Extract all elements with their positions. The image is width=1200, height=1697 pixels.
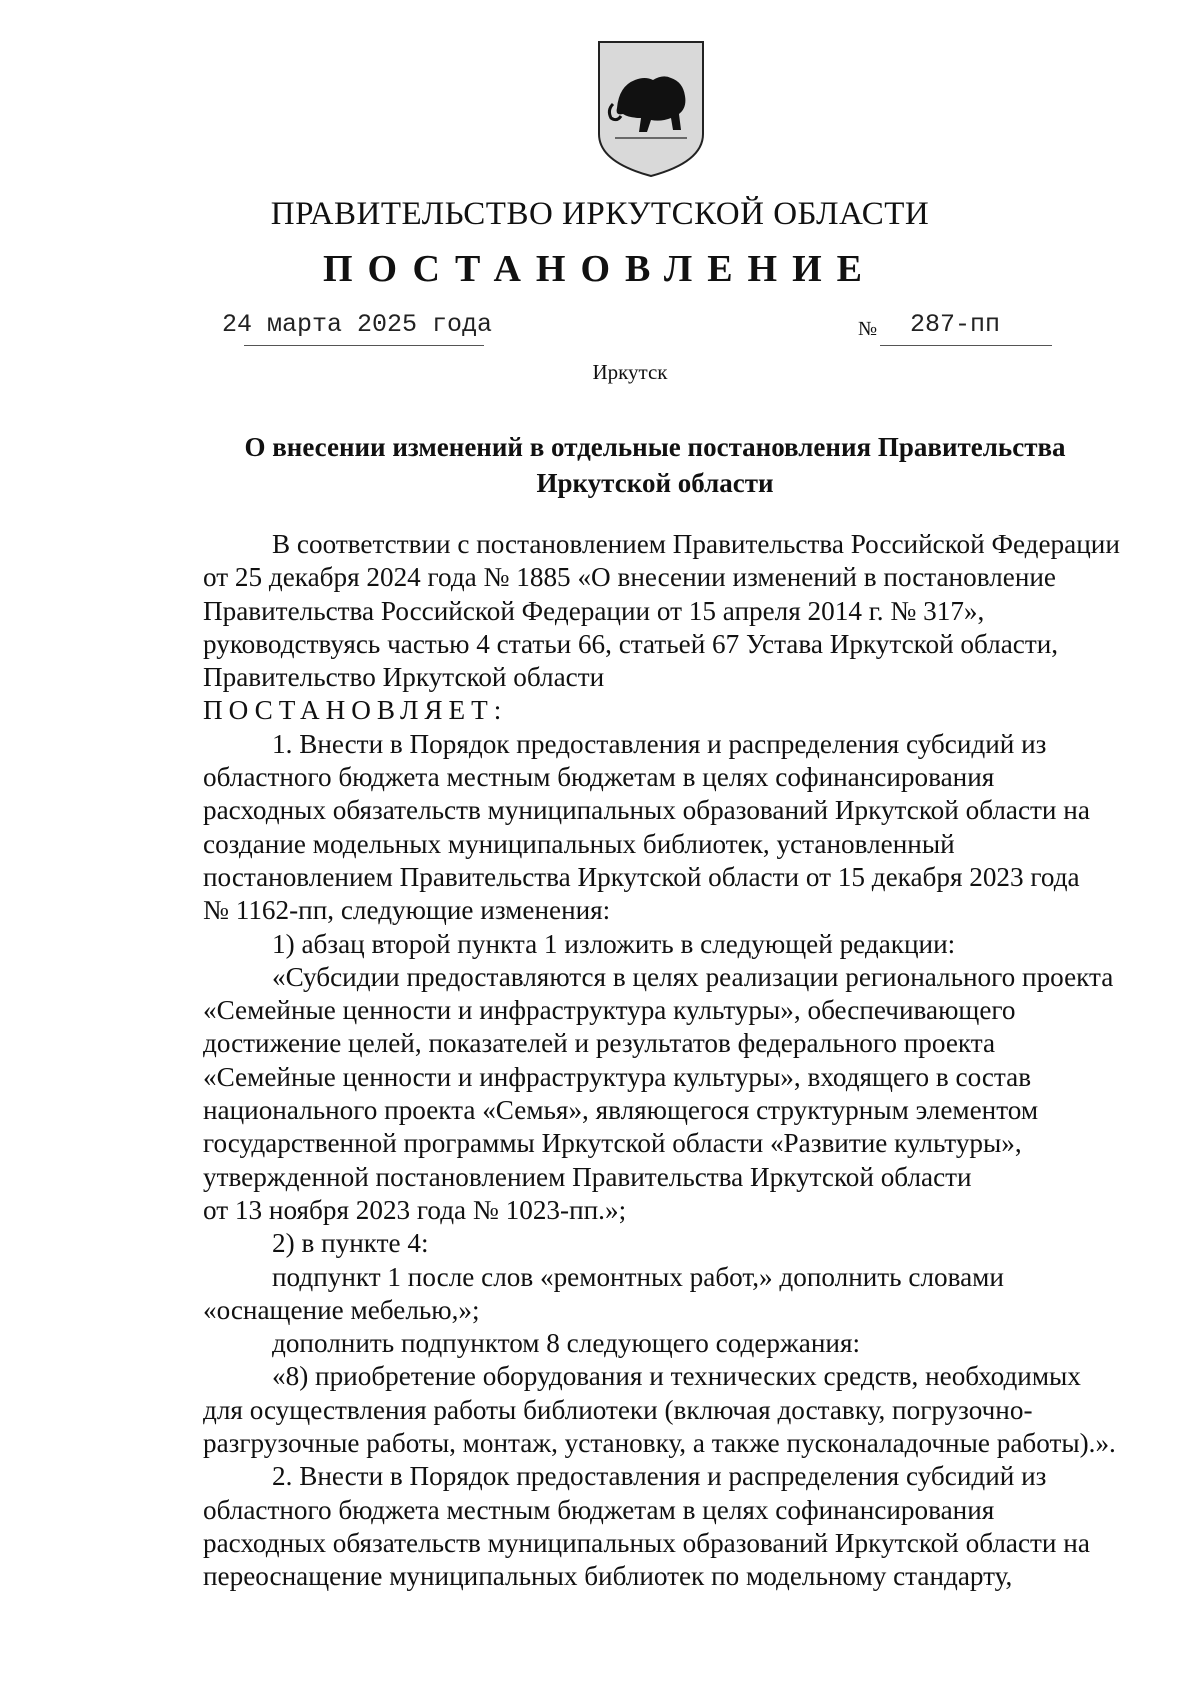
body-paragraph: 2. Внести в Порядок предоставления и распределения субсидий из областного бюджета местным бюджетам в целях софинансирования расходных обязательств муниципальных образований Иркутской области на переоснащение муниципальных библиотек по модельному стандарту,	[203, 1461, 1090, 1592]
number-underline	[880, 345, 1052, 346]
coat-of-arms-icon	[595, 38, 707, 180]
document-subject: О внесении изменений в отдельные постановления Правительства Иркутской области	[244, 432, 1066, 498]
document-number: 287-пп	[910, 310, 1001, 339]
body-paragraph: «8) приобретение оборудования и технических средств, необходимых для осуществления работы библиотеки (включая доставку, погрузочно- разгрузочные работы, монтаж, установку, а также пусконаладочные работы).».	[203, 1361, 1116, 1459]
body-paragraph: дополнить подпунктом 8 следующего содержания:	[272, 1328, 861, 1359]
body-paragraph: «Субсидии предоставляются в целях реализации регионального проекта «Семейные ценности и инфраструктура культуры», обеспечивающего достижение целей, показателей и результатов федерального проекта «Семейные ценности и инфраструктура культуры», входящего в состав национального проекта «Семья», являющегося структурным элементом государственной программы Иркутской области «Развитие культуры», утвержденной постановлением Правительства Иркутской области от 13 ноября 2023 года № 1023-пп.»;	[203, 961, 1114, 1225]
body-paragraph: подпункт 1 после слов «ремонтных работ,» дополнить словами «оснащение мебелью,»;	[203, 1261, 1004, 1325]
body-paragraph: В соответствии с постановлением Правительства Российской Федерации от 25 декабря 2024 года № 1885 «О внесении изменений в постановление Правительства Российской Федерации от 15 апреля 2014 г. № 317», руководствуясь частью 4 статьи 66, статьей 67 Устава Иркутской области, Правительство Иркутской области	[203, 529, 1120, 693]
body-paragraph: 1. Внести в Порядок предоставления и распределения субсидий из областного бюджета местным бюджетам в целях софинансирования расходных обязательств муниципальных образований Иркутской области на создание модельных муниципальных библиотек, установленный постановлением Правительства Иркутской области от 15 декабря 2023 года № 1162-пп, следующие изменения:	[203, 728, 1090, 926]
number-sign: №	[858, 318, 878, 340]
document-date: 24 марта 2025 года	[222, 310, 493, 339]
document-type-title: ПОСТАНОВЛЕНИЕ	[322, 248, 878, 290]
date-underline	[244, 345, 484, 346]
resolve-heading: ПОСТАНОВЛЯЕТ:	[203, 695, 508, 726]
government-title: ПРАВИТЕЛЬСТВО ИРКУТСКОЙ ОБЛАСТИ	[270, 196, 930, 232]
document-body	[203, 528, 1146, 1594]
document-city: Иркутск	[592, 360, 668, 384]
body-paragraph: 1) абзац второй пункта 1 изложить в следующей редакции:	[272, 928, 956, 959]
body-paragraph: 2) в пункте 4:	[272, 1228, 429, 1259]
